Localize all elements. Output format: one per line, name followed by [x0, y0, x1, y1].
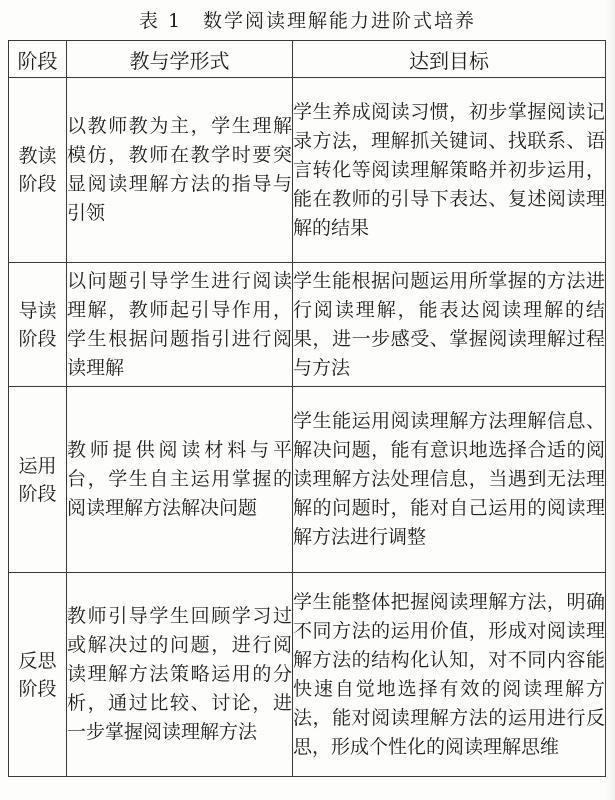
stage-cell [9, 78, 67, 263]
stage-label-line: 阶段 [18, 173, 57, 195]
stage-cell [9, 387, 67, 573]
stage-label-line: 阶段 [18, 677, 57, 700]
scan-shadow [605, 0, 615, 800]
form-cell: 教师引导学生回顾学习过或解决过的问题，进行阅读理解方法策略运用的分析，通过比较、讨论，进一步掌握阅读理解方法 [67, 573, 293, 777]
stage-cell [9, 573, 67, 777]
table-row [9, 263, 606, 387]
goal-cell: 学生能根据问题运用所掌握的方法进行阅读理解，能表达阅读理解的结果，进一步感受、掌握阅读理解过程与方法 [293, 263, 606, 387]
stage-cell [9, 263, 67, 387]
header-stage: 阶段 [9, 41, 67, 78]
header-goal: 达到目标 [293, 41, 606, 78]
stage-label-line: 阶段 [18, 327, 57, 350]
form-cell: 教师提供阅读材料与平台，学生自主运用掌握的阅读理解方法解决问题 [67, 387, 293, 573]
form-cell: 以教师教为主，学生理解模仿，教师在教学时要突显阅读理解方法的指导与引领 [67, 78, 293, 263]
goal-cell: 学生能整体把握阅读理解方法，明确不同方法的运用价值，形成对阅读理解方法的结构化认知，对不同内容能快速自觉地选择有效的阅读理解方法，能对阅读理解方法的运用进行反思，形成个性化的阅读理解思维 [293, 573, 606, 777]
form-cell: 以问题引导学生进行阅读理解，教师起引导作用，学生根据问题指引进行阅读理解 [67, 263, 293, 387]
header-form: 教与学形式 [67, 41, 293, 78]
stage-label-line: 阶段 [18, 482, 57, 505]
stage-label-line: 反思 [18, 649, 57, 672]
header-row [9, 41, 606, 78]
stage-label-line: 教读 [18, 145, 57, 167]
goal-cell: 学生能运用阅读理解方法理解信息、解决问题，能有意识地选择合适的阅读理解方法处理信息，当遇到无法理解的问题时，能对自己运用的阅读理解方法进行调整 [293, 387, 606, 573]
reading-comprehension-table [8, 40, 606, 777]
table-caption: 表 1 数学阅读理解能力进阶式培养 [138, 10, 477, 32]
table-row [9, 387, 606, 573]
table-row [9, 573, 606, 777]
table-row [9, 78, 606, 263]
goal-cell: 学生养成阅读习惯，初步掌握阅读记录方法，理解抓关键词、找联系、语言转化等阅读理解策略并初步运用，能在教师的引导下表达、复述阅读理解的结果 [293, 78, 606, 263]
stage-label-line: 运用 [18, 454, 57, 477]
stage-label-line: 导读 [18, 299, 57, 322]
